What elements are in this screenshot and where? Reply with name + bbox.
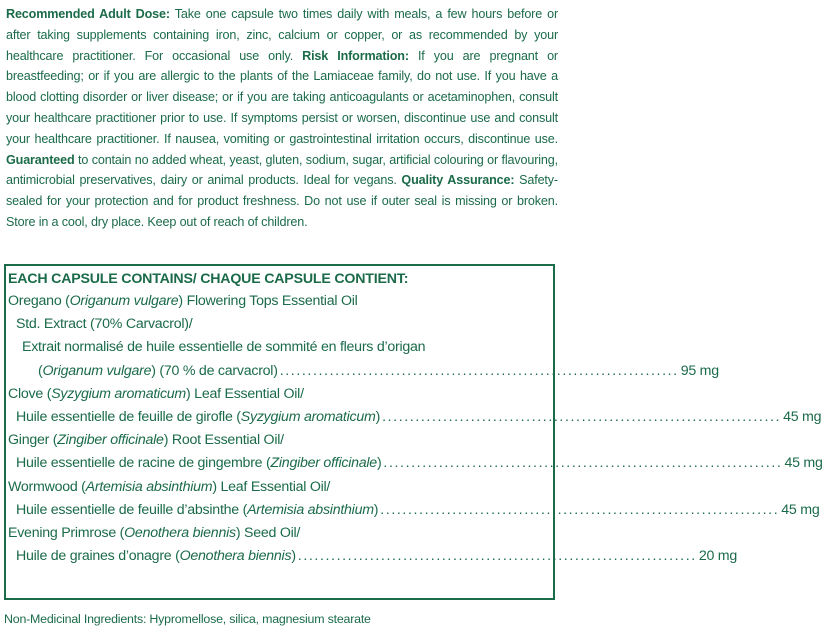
ingredient-oregano-name: [8, 290, 551, 313]
ingredient-text: ) Seed Oil/: [235, 525, 301, 542]
ingredient-clove-name: [8, 383, 551, 406]
ingredient-text: ) Leaf Essential Oil/: [212, 478, 331, 495]
ingredient-text: Huile essentielle de racine de gingembre (Zingiber officinale): [16, 455, 382, 472]
ingredient-oregano-french: Extrait normalisé de huile essentielle de sommité en fleurs d’origan: [22, 339, 426, 356]
dot-leader: ........................................................................: [383, 455, 783, 472]
ingredient-primrose-name: [8, 522, 551, 545]
dot-leader: ........................................................................: [380, 501, 780, 518]
ingredients-box: [4, 264, 823, 600]
ingredient-amount: 45 mg: [781, 501, 820, 518]
ingredient-text: Huile de graines d’onagre (Oenothera biennis): [16, 548, 296, 565]
ingredient-amount: 45 mg: [783, 409, 822, 426]
latin-name: Zingiber officinale: [57, 432, 164, 449]
ingredient-wormwood-dose: [8, 499, 820, 522]
guaranteed-heading: Guaranteed: [6, 152, 75, 167]
ingredient-text: Huile essentielle de feuille d’absinthe (Artemisia absinthium): [16, 501, 379, 518]
latin-name: Syzygium aromaticum: [51, 385, 187, 402]
dose-heading: Recommended Adult Dose:: [6, 7, 170, 21]
ingredient-amount: 95 mg: [680, 362, 719, 379]
ingredient-ginger-dose: [8, 452, 823, 475]
ingredient-oregano-extract: Std. Extract (70% Carvacrol)/: [16, 316, 193, 333]
ingredient-text: ) Leaf Essential Oil/: [186, 385, 304, 402]
ingredient-wormwood-name: [8, 476, 551, 499]
guaranteed-text: to contain no added wheat, yeast, gluten, sodium, sugar, artificial colouring or flavouring, antimicrobial preservatives, dairy or animal products. Ideal for vegans.: [6, 152, 558, 188]
directions-paragraph: [6, 4, 558, 233]
ingredient-amount: 20 mg: [698, 548, 737, 565]
ingredient-text: (Origanum vulgare) (70 % de carvacrol): [38, 362, 278, 379]
dot-leader: ........................................................................: [297, 548, 697, 565]
ingredient-ginger-name: [8, 429, 551, 452]
ingredient-text: ) Flowering Tops Essential Oil: [178, 293, 358, 309]
ingredient-oregano-dose: [8, 360, 719, 383]
dot-leader: ........................................................................: [279, 362, 679, 379]
ingredient-text: Clove (: [8, 385, 52, 402]
ingredients-heading: EACH CAPSULE CONTAINS/ CHAQUE CAPSULE CONTIENT:: [8, 271, 409, 287]
risk-text: If you are pregnant or breastfeeding; or if you are allergic to the plants of the Lamiaceae family, do not use. If you have a blood clotting disorder or liver disease; or if you are taking anticoagulants or acetaminophen, consult your healthcare practitioner prior to use. If symptoms persist or worsen, discontinue use and consult your healthcare practitioner. If nausea, vomiting or gastrointestinal irritation occurs, discontinue use.: [6, 48, 558, 146]
ingredient-text: Wormwood (: [8, 478, 86, 495]
latin-name: Artemisia absinthium: [85, 478, 213, 495]
latin-name: Oenothera biennis: [124, 525, 236, 542]
ingredient-text: Ginger (: [8, 432, 58, 449]
ingredient-primrose-dose: [8, 545, 737, 568]
ingredient-text: Huile essentielle de feuille de girofle (Syzygium aromaticum): [16, 409, 381, 426]
quality-assurance-heading: Quality Assurance:: [401, 173, 515, 188]
quality-assurance-text: Safety-sealed for your protection and for product freshness. Do not use if outer seal is missing or broken. Store in a cool, dry place. Keep out of reach of children.: [6, 173, 558, 229]
dot-leader: ........................................................................: [382, 409, 782, 426]
ingredient-text: Oregano (: [8, 293, 70, 309]
ingredient-text: Evening Primrose (: [8, 525, 125, 542]
ingredient-amount: 45 mg: [784, 455, 823, 472]
risk-heading: Risk Information:: [302, 48, 409, 63]
dose-text: Take one capsule two times daily with meals, a few hours before or after taking supplements containing iron, zinc, calcium or copper, or as recommended by your healthcare practitioner. For occasional use only.: [6, 7, 558, 63]
ingredient-text: ) Root Essential Oil/: [163, 432, 284, 449]
latin-name: Origanum vulgare: [69, 293, 179, 309]
non-medicinal-ingredients: Non-Medicinal Ingredients: Hypromellose, silica, magnesium stearate: [4, 612, 371, 626]
ingredient-clove-dose: [8, 406, 822, 429]
